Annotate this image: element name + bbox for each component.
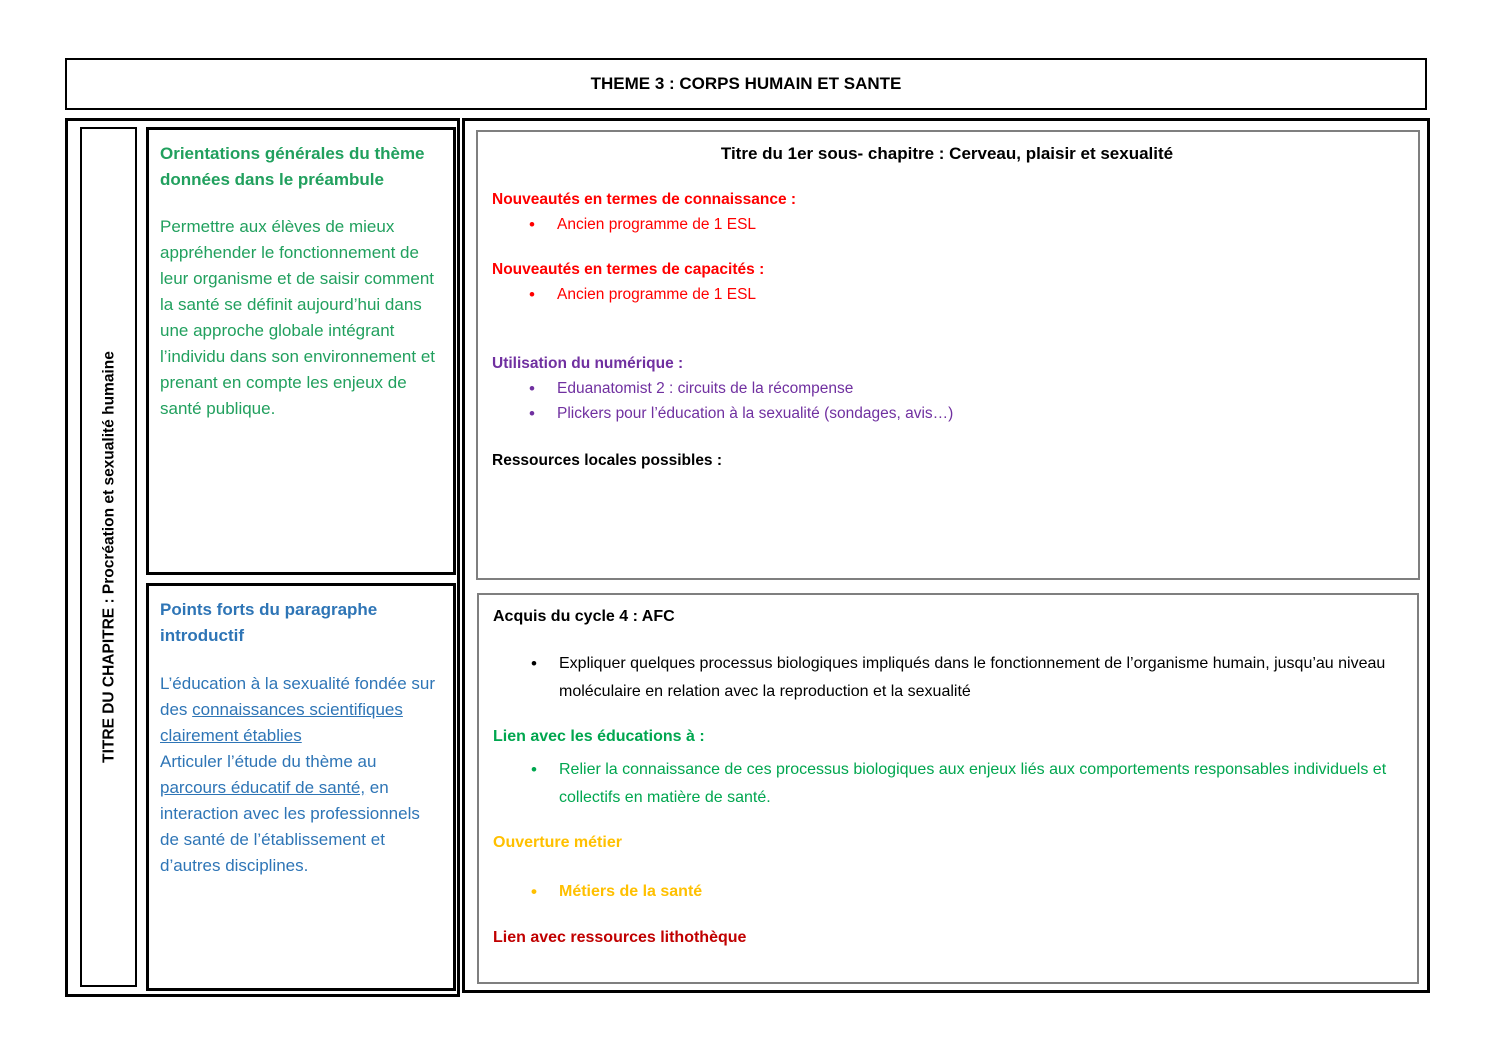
list-item: • Eduanatomist 2 : circuits de la récompense — [492, 376, 1402, 401]
ouverture-metier-heading: Ouverture métier — [493, 834, 622, 851]
acquis-heading: Acquis du cycle 4 : AFC — [493, 608, 675, 625]
list-item: • Ancien programme de 1 ESL — [492, 282, 1402, 307]
list-item: • Plickers pour l’éducation à la sexualité (sondages, avis…) — [492, 401, 1402, 426]
numerique-list — [492, 376, 1402, 426]
lithotheque-heading: Lien avec ressources lithothèque — [493, 929, 747, 946]
orientations-heading: Orientations générales du thème données dans le préambule — [160, 144, 425, 189]
ouverture-metier-list — [493, 878, 1397, 906]
connaissance-heading: Nouveautés en termes de connaissance : — [492, 191, 797, 208]
list-item: • Expliquer quelques processus biologiques impliqués dans le fonctionnement de l’organisme humain, jusqu’au niveau moléculaire en relation avec la reproduction et la sexualité — [493, 650, 1397, 706]
orientations-box — [146, 127, 456, 575]
points-forts-run1: L’éducation à la sexualité fondée sur des — [160, 674, 436, 719]
capacites-heading: Nouveautés en termes de capacités : — [492, 261, 765, 278]
acquis-box — [477, 593, 1419, 984]
points-forts-run5: en interaction avec les professionnels de santé de l’établissement et d’autres disciplines. — [160, 778, 420, 875]
chapter-title-vertical: TITRE DU CHAPITRE : Procréation et sexualité humaine — [99, 351, 117, 763]
theme-title: THEME 3 : CORPS HUMAIN ET SANTE — [590, 74, 902, 93]
sous-chapitre-title: Titre du 1er sous- chapitre : Cerveau, plaisir et sexualité — [720, 144, 1174, 163]
chapter-title-box — [80, 127, 137, 987]
orientations-body: Permettre aux élèves de mieux appréhender le fonctionnement de leur organisme et de saisir comment la santé se définit aujourd’hui dans une approche globale intégrant l’individu dans son environnement et prenant en compte les enjeux de santé publique. — [160, 217, 436, 418]
acquis-list — [493, 650, 1397, 706]
list-item: • Relier la connaissance de ces processus biologiques aux enjeux liés aux comportements responsables individuels et collectifs en matière de santé. — [493, 756, 1397, 812]
points-forts-box — [146, 583, 456, 991]
educations-heading: Lien avec les éducations à : — [493, 728, 705, 745]
connaissance-list — [492, 212, 1402, 237]
capacites-list — [492, 282, 1402, 307]
sous-chapitre-box — [476, 130, 1420, 580]
list-item: • Ancien programme de 1 ESL — [492, 212, 1402, 237]
points-forts-underlined-link-1: connaissances scientifiques clairement établies — [160, 700, 403, 745]
theme-title-box — [65, 58, 1427, 110]
points-forts-body — [160, 671, 443, 879]
ressources-heading: Ressources locales possibles : — [492, 452, 723, 469]
points-forts-underlined-link-2: parcours éducatif de santé, — [160, 778, 366, 797]
points-forts-heading: Points forts du paragraphe introductif — [160, 600, 378, 645]
points-forts-run3: Articuler l’étude du thème au — [160, 752, 377, 771]
numerique-heading: Utilisation du numérique : — [492, 355, 684, 372]
educations-list — [493, 756, 1397, 812]
list-item: • Métiers de la santé — [493, 878, 1397, 906]
